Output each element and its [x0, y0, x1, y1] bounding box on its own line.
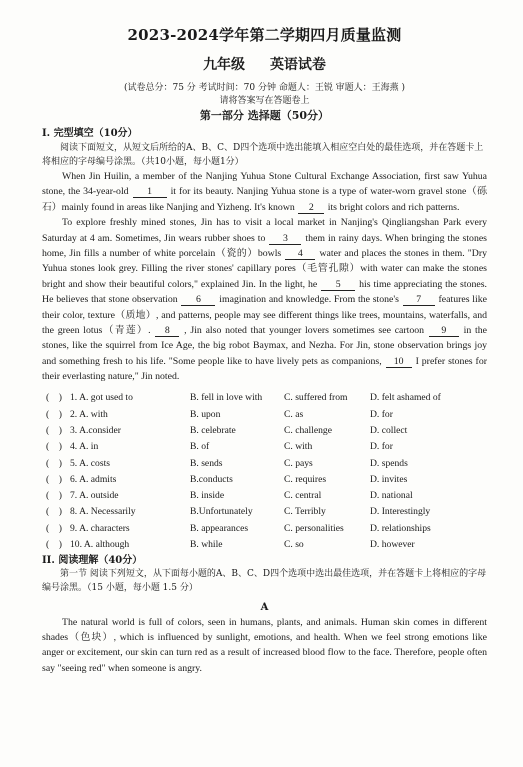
- option-row: [42, 390, 487, 406]
- answer-paren[interactable]: ( ): [46, 539, 62, 550]
- answer-paren[interactable]: ( ): [46, 441, 62, 453]
- answer-paren[interactable]: ( ): [46, 392, 62, 404]
- exam-info: (试卷总分：75 分 考试时间：70 分钟 命题人：王锐 审题人：王海燕 ): [123, 83, 406, 93]
- option-c: C. Terribly: [284, 506, 326, 518]
- cloze-blank-10: 10: [386, 356, 412, 368]
- option-row: [42, 504, 487, 520]
- cloze-text: I prefer stones for their everlasting nature," Jin noted.: [42, 355, 487, 383]
- option-row: [42, 439, 487, 455]
- option-d: D. for: [370, 441, 393, 453]
- option-a: 3. A.consider: [70, 424, 121, 436]
- option-d: D. however: [370, 539, 415, 550]
- cloze-blank-1: 1: [133, 186, 167, 198]
- option-a: 4. A. in: [70, 441, 99, 453]
- exam-subtitle: [42, 56, 487, 74]
- option-c: C. with: [284, 441, 313, 453]
- option-a: 1. A. got used to: [70, 392, 133, 404]
- option-row: [42, 471, 487, 487]
- options-list: [42, 390, 487, 553]
- section1-title: I. 完型填空（10分）: [42, 128, 138, 139]
- part-heading: 第一部分 选择题（50分）: [199, 109, 330, 122]
- option-a: 7. A. outside: [70, 490, 119, 502]
- option-b: B. upon: [190, 408, 221, 420]
- option-c: C. challenge: [284, 424, 332, 436]
- cloze-text: them in rainy days. When bringing the stones home, Jin fills a number of white porcelain（瓷的）bowls: [42, 232, 487, 260]
- cloze-blank-2: 2: [298, 202, 324, 214]
- answer-paren[interactable]: ( ): [46, 457, 62, 469]
- option-row: [42, 520, 487, 536]
- option-d: D. felt ashamed of: [370, 392, 441, 404]
- option-row: [42, 487, 487, 503]
- option-b: B. fell in love with: [190, 392, 263, 404]
- option-row: [42, 422, 487, 438]
- passage-label: A: [260, 601, 269, 613]
- option-row: [42, 455, 487, 471]
- option-b: B.Unfortunately: [190, 506, 253, 518]
- option-c: C. personalities: [284, 522, 344, 534]
- answer-paren[interactable]: ( ): [46, 506, 62, 518]
- option-d: D. spends: [370, 457, 408, 469]
- answer-note: 请将答案写在答题卷上: [219, 96, 310, 106]
- cloze-blank-4: 4: [285, 248, 315, 260]
- cloze-text: features like their color, texture（质地）, and patterns, people may see different things like trees, mountains, waterfalls, and the green lotus（青莲）.: [42, 294, 487, 337]
- cloze-blank-6: 6: [181, 294, 215, 306]
- option-b: B.conducts: [190, 473, 233, 485]
- section1-instruction: 阅读下面短文，从短文后所给的A、B、C、D四个选项中选出能填入相应空白处的最佳选项，并在答题卡上将相应的字母编号涂黑。（共10小题，每小题1分）: [42, 143, 484, 167]
- option-d: D. for: [370, 408, 393, 420]
- option-b: B. while: [190, 539, 223, 550]
- cloze-text: in the stones, like the squirrel from Ice Age, the big robot Baymax, and Nezha. For Jin, stone observation brings joy and something fresh to his life. "Some people like to have lively pets as companions,: [42, 325, 488, 367]
- section2-instruction: 第一节 阅读下列短文，从下面每小题的A、B、C、D四个选项中选出最佳选项，并在答题卡上将相应的字母编号涂黑。（15 小题，每小题 1.5 分）: [42, 568, 487, 593]
- cloze-text: its bright colors and rich patterns.: [327, 201, 460, 213]
- cloze-text: imagination and knowledge. From the stone's: [219, 294, 399, 306]
- cloze-text: , Jin also noted that younger lovers sometimes see cartoon: [184, 325, 425, 337]
- cloze-blank-8: 8: [155, 325, 179, 337]
- cloze-text: When Jin Huilin, a member of the Nanjing Yuhua Stone Cultural Exchange Association, first saw Yuhua stone, the 34-year-old: [42, 171, 487, 198]
- option-row: [42, 536, 487, 552]
- option-c: C. suffered from: [284, 392, 348, 404]
- cloze-text: water and places the stones in them. "Dry Yuhua stones look grey. Filling the river stones' capillary pores（毛管孔隙）with water can make the stones bright and show their beautiful colors," explained Jin. In the light, he: [42, 248, 488, 290]
- option-c: C. central: [284, 490, 322, 502]
- option-a: 8. A. Necessarily: [70, 506, 136, 518]
- exam-title: 2023-2024学年第二学期四月质量监测: [127, 26, 402, 44]
- cloze-paragraph-1: [42, 169, 487, 215]
- cloze-text: his time appreciating the stones. He believes that stone observation: [42, 278, 487, 306]
- answer-paren[interactable]: ( ): [46, 408, 62, 420]
- option-c: C. pays: [284, 457, 313, 469]
- option-b: B. celebrate: [190, 424, 236, 436]
- answer-paren[interactable]: ( ): [46, 490, 62, 502]
- option-d: D. Interestingly: [370, 506, 431, 518]
- option-a: 9. A. characters: [70, 522, 130, 534]
- cloze-text: To explore freshly mined stones, Jin has to visit a local market in Nanjing's Qingliangshan Park every Saturday at 4 am. Sometimes, Jin wears rubber shoes to: [42, 217, 487, 244]
- answer-paren[interactable]: ( ): [46, 473, 62, 485]
- option-b: B. sends: [190, 457, 223, 469]
- cloze-text: it for its beauty. Nanjing Yuhua stone is a type of water-worn gravel stone（砾石）mainly found in areas like Nanjing and Yizheng. It's known: [42, 186, 488, 213]
- answer-paren[interactable]: ( ): [46, 522, 62, 534]
- option-d: D. collect: [370, 424, 408, 436]
- option-b: B. of: [190, 441, 210, 453]
- answer-paren[interactable]: ( ): [46, 424, 62, 436]
- option-d: D. relationships: [370, 522, 431, 534]
- option-d: D. invites: [370, 473, 408, 485]
- option-a: 6. A. admits: [70, 473, 117, 485]
- option-a: 5. A. costs: [70, 457, 110, 469]
- section2-title: II. 阅读理解（40分）: [42, 554, 143, 566]
- option-b: B. appearances: [190, 522, 249, 534]
- reading-passage: The natural world is full of colors, seen in humans, plants, and animals. Human skin comes in different shades（色块）, which is influenced by sunlight, emotions, and health. When we feel strong emotions like anger or excitement, our skin can turn red as a result of increased blood flow to the face. Therefore, people often say "seeing red" when someone is angry.: [42, 616, 487, 674]
- option-a: 10. A. although: [70, 539, 130, 550]
- cloze-blank-7: 7: [403, 294, 435, 306]
- option-b: B. inside: [190, 490, 225, 502]
- cloze-blank-5: 5: [321, 279, 355, 291]
- subject-label: 英语试卷: [269, 57, 326, 73]
- cloze-blank-3: 3: [269, 233, 301, 245]
- option-a: 2. A. with: [70, 408, 108, 420]
- cloze-blank-9: 9: [429, 325, 459, 337]
- option-d: D. national: [370, 490, 413, 502]
- option-c: C. so: [284, 539, 304, 550]
- option-row: [42, 406, 487, 422]
- cloze-paragraph-2: [42, 215, 487, 384]
- grade-label: 九年级: [203, 57, 246, 73]
- option-c: C. requires: [284, 473, 327, 485]
- option-c: C. as: [284, 408, 304, 420]
